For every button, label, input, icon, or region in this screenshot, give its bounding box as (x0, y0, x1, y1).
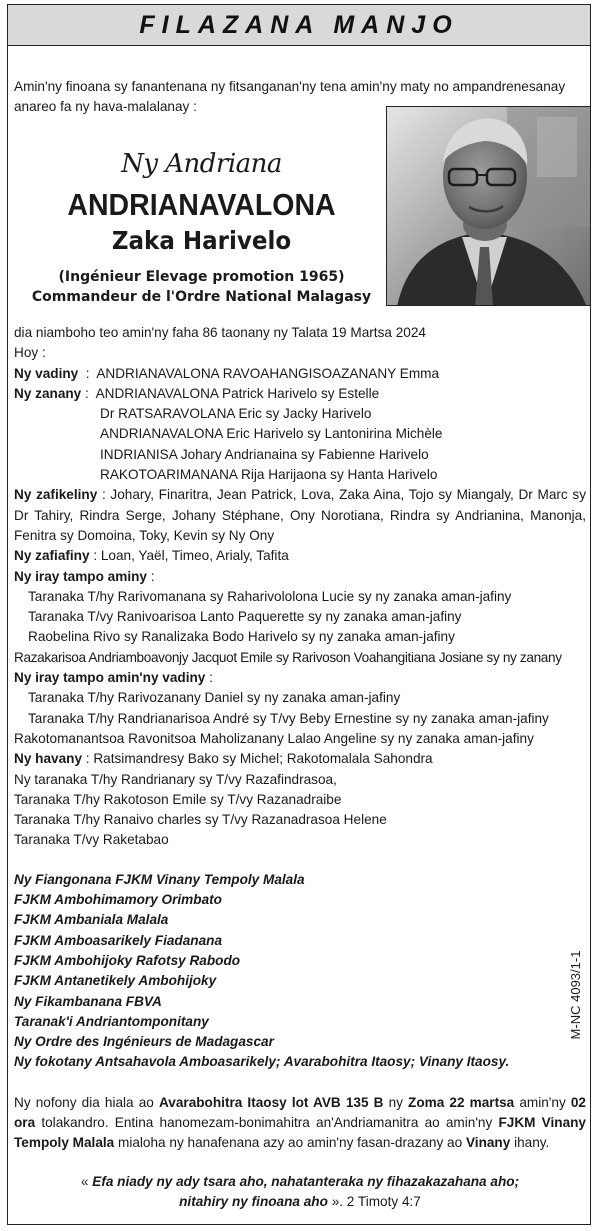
organization-item: FJKM Ambohijoky Rafotsy Rabodo (14, 952, 241, 968)
funeral-date: Zoma 22 martsa (408, 1094, 515, 1110)
quote-line (14, 1192, 586, 1212)
spouse-siblings-separator: : (205, 670, 213, 686)
great-grandchildren-line (14, 546, 586, 566)
children-item: Dr RATSARAVOLANA Eric sy Jacky Harivelo (100, 406, 372, 422)
hoy-label: Hoy : (14, 345, 46, 361)
funeral-church: FJKM Vinany Tempoly Malala (14, 1114, 586, 1151)
funeral-place: Avarabohitra Itaosy lot AVB 135 B (158, 1094, 384, 1110)
siblings-item: Raobelina Rivo sy Ranalizaka Bodo Harivelo sy ny zanaka aman-jafiny (28, 629, 455, 645)
grandchildren-list: : Johary, Finaritra, Jean Patrick, Lova, Zaka Aina, Tojo sy Miangaly, Dr Marc sy Dr Tahiry, Rindra Serge, Johany Stéphane, Ony Norotiana, Rindra sy Andrianina, Manonja, Fenitra sy Domoina, Toky, Kevin sy Ny Ony (14, 487, 586, 543)
relatives-line (14, 749, 586, 769)
quote-reference: ». 2 Timoty 4:7 (327, 1193, 421, 1209)
funeral-time: 02 ora (14, 1094, 586, 1130)
relatives-label: Ny havany (14, 751, 83, 767)
children-separator: : (81, 385, 96, 401)
funeral-text: amin'ny (514, 1094, 571, 1110)
spouse-label: Ny vadiny (14, 365, 79, 381)
quote-open: « (80, 1173, 93, 1189)
reference-code (566, 945, 586, 1045)
spouse-separator: : (78, 365, 97, 381)
children-line (14, 384, 586, 404)
notice-content (14, 77, 586, 1209)
relatives-item: Ny taranaka T/hy Randrianary sy T/vy Razafindrasoa, (14, 771, 337, 787)
relatives-item: Taranaka T/hy Rakotoson Emile sy T/vy Razanadraibe (14, 791, 342, 807)
grandchildren-paragraph (14, 485, 586, 546)
notice-title: FILAZANA MANJO (139, 10, 459, 39)
organization-item: Ny fokotany Antsahavola Amboasarikely; Avarabohitra Itaosy; Vinany Itaosy. (14, 1054, 510, 1070)
notice-frame (7, 4, 591, 1225)
children-item: ANDRIANAVALONA Patrick Harivelo sy Estelle (95, 385, 380, 401)
siblings-item: Taranaka T/vy Ranivoarisoa Lanto Paquerette sy ny zanaka aman-jafiny (28, 609, 462, 625)
organization-item: FJKM Ambohimamory Orimbato (14, 892, 222, 908)
organization-item: Taranak'i Andriantomponitany (14, 1013, 209, 1029)
bible-quote (14, 1172, 586, 1213)
children-item: INDRIANISA Johary Andrianaina sy Fabienne Harivelo (100, 446, 429, 462)
reference-code-text: M-NC 4093/1-1 (567, 950, 583, 1040)
grandchildren-label: Ny zafikeliny (14, 487, 98, 503)
portrait-photo (386, 106, 591, 306)
siblings-separator: : (146, 568, 155, 584)
relatives-item: Taranaka T/vy Raketabao (14, 832, 169, 848)
notice-body (14, 323, 586, 1212)
organization-item: Ny Fiangonana FJKM Vinany Tempoly Malala (14, 871, 305, 887)
death-statement: dia niamboho teo amin'ny faha 86 taonany ny Talata 19 Martsa 2024 (14, 325, 426, 340)
deceased-name-block (14, 149, 389, 307)
funeral-text: mialoha ny hanafenana azy ao amin'ny fasan-drazany ao (114, 1135, 466, 1151)
quote-text-line1: Efa niady ny ady tsara aho, nahatanteraka ny fihazakazahana aho; (92, 1173, 520, 1189)
relatives-item: Taranaka T/hy Ranaivo charles sy T/vy Razanadrasoa Helene (14, 812, 387, 828)
organization-item: FJKM Ambaniala Malala (14, 912, 169, 928)
deceased-surname: ANDRIANAVALONA (67, 187, 336, 222)
honorific: Ny Andriana (121, 149, 282, 179)
children-label: Ny zanany (14, 385, 82, 401)
organization-item: FJKM Amboasarikely Fiadanana (14, 932, 223, 948)
spouse-siblings-label: Ny iray tampo amin'ny vadiny (14, 670, 206, 686)
intro-paragraph: Amin'ny finoana sy fanantenana ny fitsanganan'ny tena amin'ny maty no ampandrenesanay anareo fa ny hava-malalanay : (14, 79, 566, 115)
spouse-siblings-item: Taranaka T/hy Randrianarisoa André sy T/vy Beby Ernestine sy ny zanaka aman-jafiny (28, 710, 549, 726)
spouse-siblings-item: Rakotomanantsoa Ravonitsoa Maholizanany Lalao Angeline sy ny zanaka aman-jafiny (14, 730, 534, 746)
spouse-name: ANDRIANAVALONA RAVOAHANGISOAZANANY Emma (96, 365, 440, 381)
spouse-siblings-heading (14, 668, 586, 688)
spouse-line (14, 364, 586, 384)
children-item: RAKOTOARIMANANA Rija Harijaona sy Hanta Harivelo (100, 467, 438, 483)
deceased-distinction: Commandeur de l'Ordre National Malagasy (31, 289, 372, 305)
organization-item: FJKM Antanetikely Ambohijoky (14, 973, 217, 989)
funeral-paragraph (14, 1093, 586, 1154)
organization-item: Ny Ordre des Ingénieurs de Madagascar (14, 1034, 274, 1050)
spouse-siblings-item: Taranaka T/hy Rarivozanany Daniel sy ny zanaka aman-jafiny (28, 690, 401, 706)
deceased-firstnames: Zaka Harivelo (111, 226, 292, 255)
funeral-text: ny (383, 1094, 409, 1110)
organizations-list (14, 870, 586, 1073)
funeral-text: ihany. (510, 1135, 550, 1151)
funeral-text: tolakandro. Entina hanomezam-bonimahitra an'Andriamanitra ao amin'ny (35, 1114, 499, 1130)
relatives-first: : Ratsimandresy Bako sy Michel; Rakotomalala Sahondra (82, 751, 433, 767)
quote-line (14, 1172, 586, 1192)
siblings-item: Taranaka T/hy Rarivomanana sy Raharivololona Lucie sy ny zanaka aman-jafiny (28, 588, 512, 604)
notice-header (8, 5, 590, 46)
organization-item: Ny Fikambanana FBVA (14, 993, 162, 1009)
siblings-label: Ny iray tampo aminy (14, 568, 147, 584)
funeral-text: Ny nofony dia hiala ao (14, 1094, 159, 1110)
siblings-item: Razakarisoa Andriamboavonjy Jacquot Emile sy Rarivoson Voahangitiana Josiane sy ny zanany (14, 649, 562, 665)
children-item: ANDRIANAVALONA Eric Harivelo sy Lantonirina Michèle (100, 426, 443, 442)
siblings-heading (14, 567, 586, 587)
portrait-image (387, 107, 591, 306)
deceased-profession: (Ingénieur Elevage promotion 1965) (58, 269, 345, 285)
great-grandchildren-label: Ny zafiafiny (14, 548, 90, 564)
great-grandchildren-list: : Loan, Yaël, Timeo, Arialy, Tafita (89, 548, 289, 564)
funeral-tomb: Vinany (465, 1135, 511, 1151)
quote-text-line2: nitahiry ny finoana aho (179, 1193, 328, 1209)
